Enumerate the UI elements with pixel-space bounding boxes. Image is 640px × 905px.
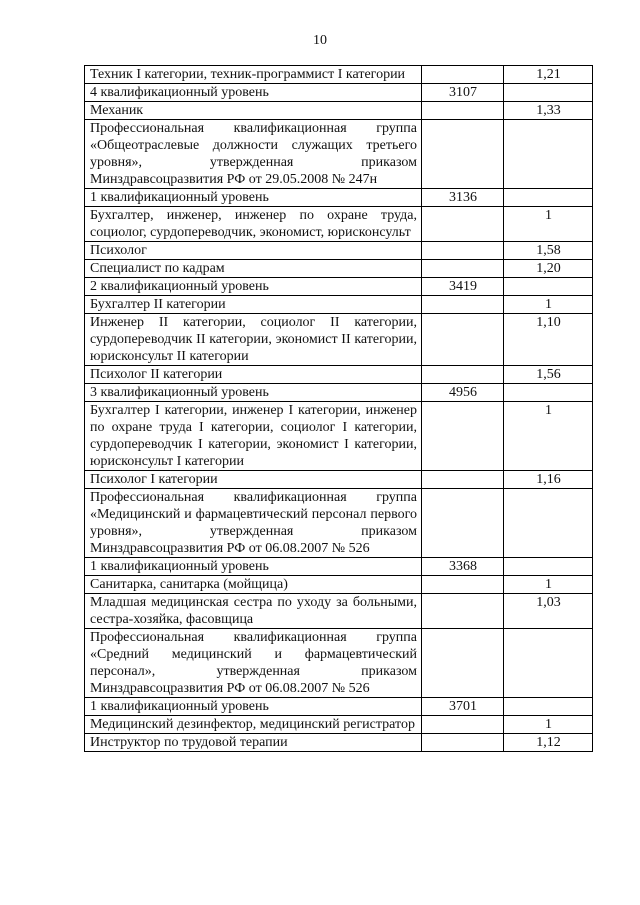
coefficient-cell [504,629,593,698]
code-cell [422,489,504,558]
code-cell [422,242,504,260]
table-row [85,84,593,102]
code-cell: 3701 [422,698,504,716]
table-row [85,260,593,278]
position-name-cell: 1 квалификационный уровень [85,558,422,576]
coefficient-cell [504,698,593,716]
code-cell [422,66,504,84]
code-cell: 4956 [422,384,504,402]
coefficient-cell [504,558,593,576]
position-name-cell: Профессиональная квалификационная группа «Средний медицинский и фармацевтический персонал», утвержденная приказом Минздравсоцразвития РФ от 06.08.2007 № 526 [85,629,422,698]
coefficient-cell [504,189,593,207]
coefficient-cell: 1,03 [504,594,593,629]
table-row [85,296,593,314]
code-cell [422,576,504,594]
code-cell: 3368 [422,558,504,576]
coefficient-cell [504,384,593,402]
position-name-cell: Техник I категории, техник-программист I категории [85,66,422,84]
position-name-cell: Бухгалтер, инженер, инженер по охране труда, социолог, сурдопереводчик, экономист, юрисконсульт [85,207,422,242]
position-name-cell: Специалист по кадрам [85,260,422,278]
coefficient-cell: 1 [504,576,593,594]
coefficient-cell: 1 [504,207,593,242]
code-cell [422,594,504,629]
table-row [85,698,593,716]
coefficient-cell: 1,58 [504,242,593,260]
table-row [85,120,593,189]
code-cell [422,366,504,384]
coefficient-cell: 1,20 [504,260,593,278]
coefficient-cell [504,278,593,296]
coefficient-cell: 1 [504,402,593,471]
position-name-cell: Санитарка, санитарка (мойщица) [85,576,422,594]
position-name-cell: 3 квалификационный уровень [85,384,422,402]
table-row [85,278,593,296]
table-row [85,189,593,207]
table-row [85,384,593,402]
coefficient-cell: 1,33 [504,102,593,120]
code-cell [422,471,504,489]
code-cell: 3136 [422,189,504,207]
coefficient-cell: 1,12 [504,734,593,752]
table-row [85,207,593,242]
position-name-cell: Психолог [85,242,422,260]
table-row [85,366,593,384]
position-name-cell: 2 квалификационный уровень [85,278,422,296]
coefficient-cell [504,120,593,189]
position-name-cell: Механик [85,102,422,120]
code-cell [422,629,504,698]
position-name-cell: 4 квалификационный уровень [85,84,422,102]
table-row [85,716,593,734]
code-cell [422,260,504,278]
position-name-cell: Профессиональная квалификационная группа «Медицинский и фармацевтический персонал первого уровня», утвержденная приказом Минздравсоцразвития РФ от 06.08.2007 № 526 [85,489,422,558]
table-row [85,402,593,471]
table-row [85,242,593,260]
code-cell [422,402,504,471]
position-name-cell: Психолог II категории [85,366,422,384]
table-row [85,489,593,558]
salary-coefficient-table [84,65,593,752]
table-row [85,314,593,366]
table-row [85,734,593,752]
position-name-cell: Бухгалтер II категории [85,296,422,314]
code-cell: 3419 [422,278,504,296]
table-row [85,471,593,489]
coefficient-cell: 1,16 [504,471,593,489]
table-row [85,576,593,594]
position-name-cell: Младшая медицинская сестра по уходу за больными, сестра-хозяйка, фасовщица [85,594,422,629]
position-name-cell: Медицинский дезинфектор, медицинский регистратор [85,716,422,734]
code-cell [422,102,504,120]
code-cell [422,207,504,242]
code-cell [422,314,504,366]
table-row [85,629,593,698]
coefficient-cell [504,489,593,558]
table-body [85,66,593,752]
coefficient-cell: 1,21 [504,66,593,84]
position-name-cell: Бухгалтер I категории, инженер I категории, инженер по охране труда I категории, социолог I категории, сурдопереводчик I категории, экономист I категории, юрисконсульт I категории [85,402,422,471]
page-number: 10 [313,33,327,48]
table-row [85,102,593,120]
code-cell [422,296,504,314]
code-cell [422,120,504,189]
position-name-cell: Психолог I категории [85,471,422,489]
position-name-cell: Профессиональная квалификационная группа «Общеотраслевые должности служащих третьего уровня», утвержденная приказом Минздравсоцразвития РФ от 29.05.2008 № 247н [85,120,422,189]
position-name-cell: 1 квалификационный уровень [85,189,422,207]
coefficient-cell: 1,10 [504,314,593,366]
position-name-cell: 1 квалификационный уровень [85,698,422,716]
coefficient-cell [504,84,593,102]
position-name-cell: Инструктор по трудовой терапии [85,734,422,752]
position-name-cell: Инженер II категории, социолог II категории, сурдопереводчик II категории, экономист II категории, юрисконсульт II категории [85,314,422,366]
table-row [85,66,593,84]
table-row [85,594,593,629]
coefficient-cell: 1 [504,296,593,314]
table-row [85,558,593,576]
coefficient-cell: 1 [504,716,593,734]
code-cell: 3107 [422,84,504,102]
code-cell [422,734,504,752]
code-cell [422,716,504,734]
coefficient-cell: 1,56 [504,366,593,384]
